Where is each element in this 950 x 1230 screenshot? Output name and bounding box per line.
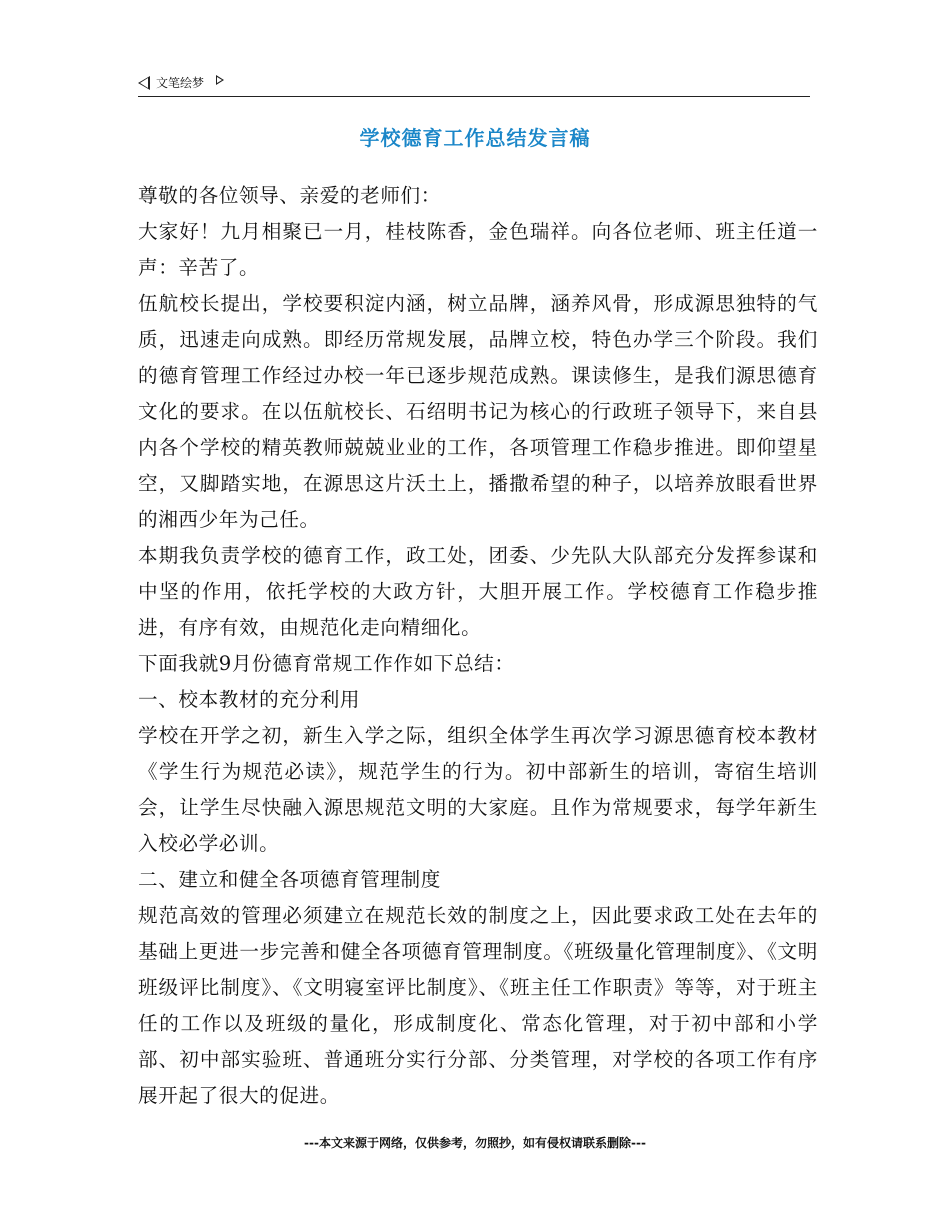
header-brand-label: 文笔绘梦 — [156, 76, 205, 90]
paragraph-opening: 大家好！九月相聚已一月，桂枝陈香，金色瑞祥。向各位老师、班主任道一声：辛苦了。 — [138, 220, 818, 279]
triangle-left-icon — [138, 76, 150, 90]
header-brand — [138, 74, 224, 91]
paragraph-principal: 伍航校长提出，学校要积淀内涵，树立品牌，涵养风骨，形成源思独特的气质，迅速走向成熟。即经历常规发展，品牌立校，特色办学三个阶段。我们的德育管理工作经过办校一年已逐步规范成熟。课读修生，是我们源思德育文化的要求。在以伍航校长、石绍明书记为核心的行政班子领导下，来自县内各个学校的精英教师兢兢业业的工作，各项管理工作稳步推进。即仰望星空，又脚踏实地，在源思这片沃土上，播撒希望的种子，以培养放眼看世界的湘西少年为己任。 — [138, 292, 818, 531]
paragraph-section-1: 学校在开学之初，新生入学之际，组织全体学生再次学习源思德育校本教材《学生行为规范必读》，规范学生的行为。初中部新生的培训，寄宿生培训会，让学生尽快融入源思规范文明的大家庭。且作为常规要求，每学年新生入校必学必训。 — [138, 724, 818, 855]
document-body — [138, 178, 818, 1114]
paragraph-section-2: 规范高效的管理必须建立在规范长效的制度之上，因此要求政工处在去年的基础上更进一步完善和健全各项德育管理制度。《班级量化管理制度》、《文明班级评比制度》、《文明寝室评比制度》、《班主任工作职责》等等，对于班主任的工作以及班级的量化，形成制度化、常态化管理，对于初中部和小学部、初中部实验班、普通班分实行分部、分类管理，对学校的各项工作有序展开起了很大的促进。 — [138, 904, 818, 1107]
page-footer: ---本文来源于网络，仅供参考，勿照抄，如有侵权请联系删除--- — [304, 1136, 646, 1150]
document-title: 学校德育工作总结发言稿 — [359, 126, 591, 150]
paragraph-responsibility: 本期我负责学校的德育工作，政工处，团委、少先队大队部充分发挥参谋和中坚的作用，依托学校的大政方针，大胆开展工作。学校德育工作稳步推进，有序有效，由规范化走向精细化。 — [138, 544, 818, 639]
triangle-right-icon — [216, 75, 224, 85]
paragraph-greeting: 尊敬的各位领导、亲爱的老师们： — [138, 184, 441, 207]
section-heading-1: 一、校本教材的充分利用 — [138, 688, 361, 711]
section-heading-2: 二、建立和健全各项德育管理制度 — [138, 868, 441, 891]
paragraph-summary-intro: 下面我就9月份德育常规工作作如下总结： — [138, 652, 515, 675]
page-header — [138, 72, 810, 97]
